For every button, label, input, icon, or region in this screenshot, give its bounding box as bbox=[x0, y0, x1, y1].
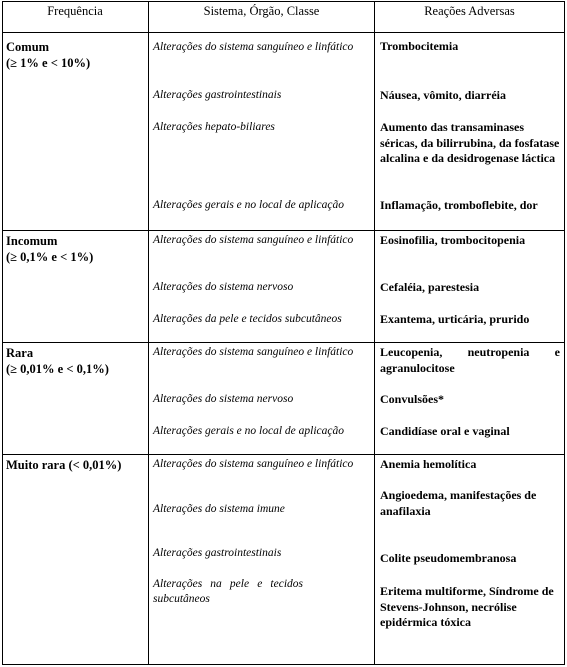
system-cell: Alterações do sistema sanguíneo e linfático bbox=[153, 234, 354, 246]
reaction-cell: Aumento das transaminases séricas, da bilirrubina, da fosfatase alcalina e da desidrogenase láctica bbox=[380, 120, 560, 165]
reaction-cell: Náusea, vômito, diarréia bbox=[380, 88, 506, 102]
group-divider bbox=[2, 230, 564, 231]
group-divider bbox=[2, 454, 564, 455]
frequency-range: (≥ 1% e < 10%) bbox=[6, 56, 91, 70]
system-cell: Alterações gastrointestinais bbox=[153, 547, 282, 559]
frequency-label: Comum bbox=[6, 40, 50, 54]
frequency-label: Incomum bbox=[6, 234, 58, 248]
system-cell: Alterações do sistema nervoso bbox=[153, 281, 294, 293]
reaction-cell: Candidíase oral e vaginal bbox=[380, 424, 510, 438]
header-system: Sistema, Órgão, Classe bbox=[203, 4, 320, 18]
system-cell: Alterações do sistema sanguíneo e linfático bbox=[153, 346, 354, 358]
frequency-cell bbox=[6, 39, 146, 71]
column-divider bbox=[148, 1, 149, 665]
group-divider bbox=[2, 342, 564, 343]
reaction-cell: Inflamação, tromboflebite, dor bbox=[380, 198, 538, 212]
system-cell: Alterações do sistema sanguíneo e linfático bbox=[153, 41, 354, 53]
reaction-cell: Cefaléia, parestesia bbox=[380, 280, 480, 294]
reaction-cell: Leucopenia, neutropenia e agranulocitose bbox=[380, 345, 560, 375]
frequency-label: Muito rara (< 0,01%) bbox=[6, 458, 122, 472]
system-cell: Alterações do sistema nervoso bbox=[153, 393, 294, 405]
system-cell: Alterações na pele e tecidos subcutâneos bbox=[153, 578, 303, 605]
header-divider bbox=[2, 32, 564, 33]
frequency-cell bbox=[6, 233, 146, 265]
header-frequency: Frequência bbox=[47, 4, 103, 18]
column-divider bbox=[374, 1, 375, 665]
reaction-cell: Eosinofilia, trombocitopenia bbox=[380, 233, 526, 247]
system-cell: Alterações da pele e tecidos subcutâneos bbox=[153, 313, 342, 325]
system-cell: Alterações hepato-biliares bbox=[153, 121, 275, 133]
frequency-range: (≥ 0,1% e < 1%) bbox=[6, 250, 94, 264]
reaction-cell: Angioedema, manifestações de anafilaxia bbox=[380, 488, 537, 518]
table-border-left bbox=[2, 1, 3, 665]
frequency-label: Rara bbox=[6, 346, 34, 360]
reaction-cell: Trombocitemia bbox=[380, 39, 459, 53]
reaction-cell: Anemia hemolítica bbox=[380, 457, 477, 471]
reaction-cell: Eritema multiforme, Síndrome de Stevens-Johnson, necrólise epidérmica tóxica bbox=[380, 584, 554, 629]
system-cell: Alterações gerais e no local de aplicação bbox=[153, 425, 344, 437]
table-border-bottom bbox=[2, 664, 564, 665]
frequency-cell bbox=[6, 345, 146, 377]
system-cell: Alterações gerais e no local de aplicação bbox=[153, 199, 344, 211]
header-reactions: Reações Adversas bbox=[424, 4, 515, 18]
system-cell: Alterações do sistema imune bbox=[153, 503, 285, 515]
table-border-top bbox=[2, 1, 564, 2]
reaction-cell: Convulsões* bbox=[380, 392, 445, 406]
system-cell: Alterações do sistema sanguíneo e linfático bbox=[153, 458, 354, 470]
system-cell: Alterações gastrointestinais bbox=[153, 89, 282, 101]
reaction-cell: Colite pseudomembranosa bbox=[380, 551, 517, 565]
frequency-range: (≥ 0,01% e < 0,1%) bbox=[6, 362, 109, 376]
frequency-cell bbox=[6, 457, 148, 473]
table-border-right bbox=[564, 1, 565, 665]
reaction-cell: Exantema, urticária, prurido bbox=[380, 312, 530, 326]
